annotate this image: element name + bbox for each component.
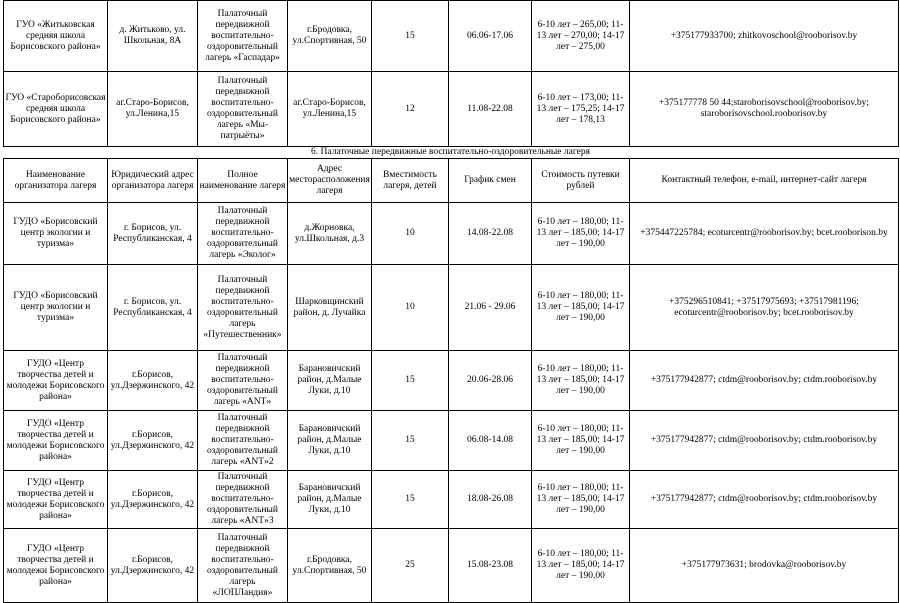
header-cost: Стоимость путевки рублей <box>532 159 630 203</box>
schedule-cell: 14.08-22.08 <box>449 203 532 265</box>
contacts-cell: +375177942877; ctdm@rooborisov.by; ctdm.rooborisov.by <box>630 351 899 411</box>
camp-name-cell: Палаточный передвижной воспитательно-оздоровительный лагерь «ЛОПЛандия» <box>198 529 288 603</box>
contacts-cell: +375177942877; ctdm@rooborisov.by; ctdm.rooborisov.by <box>630 471 899 529</box>
header-schedule: График смен <box>449 159 532 203</box>
location-cell: г.Бродовка, ул.Спортивная, 50 <box>288 1 372 72</box>
organizer-cell: ГУО «Житьковская средняя школа Борисовского района» <box>4 1 108 72</box>
cost-cell: 6-10 лет – 180,00; 11-13 лет – 185,00; 14-17 лет – 190,00 <box>532 471 630 529</box>
capacity-cell: 10 <box>372 265 449 351</box>
table-row <box>4 203 899 265</box>
contacts-cell: +375296510841; +37517975693; +37517981196; ecoturcentr@rooborisov.by; bcet.rooborisov.by <box>630 265 899 351</box>
camp-name-cell: Палаточный передвижной воспитательно-оздоровительный лагерь «ANT»2 <box>198 411 288 471</box>
cost-cell: 6-10 лет – 180,00; 11-13 лет – 185,00; 14-17 лет – 190,00 <box>532 265 630 351</box>
camp-name-cell: Палаточный передвижной воспитательно-оздоровительный лагерь «ANT»3 <box>198 471 288 529</box>
contacts-cell: +375447225784; ecoturcentr@rooborisov.by; bcet.rooborison.by <box>630 203 899 265</box>
capacity-cell: 10 <box>372 203 449 265</box>
camp-name-cell: Палаточный передвижной воспитательно-оздоровительный лагерь «Эколог» <box>198 203 288 265</box>
table-row <box>4 411 899 471</box>
schedule-cell: 06.08-14.08 <box>449 411 532 471</box>
cost-cell: 6-10 лет – 265,00; 11-13 лет – 270,00; 14-17 лет – 275,00 <box>532 1 630 72</box>
contacts-cell: +375177778 50 44;staroborisovschool@rooborisov.by; staroborisovschool.rooborisov.by <box>630 72 899 147</box>
header-contacts: Контактный телефон, e-mail, интернет-сайт лагеря <box>630 159 899 203</box>
organizer-cell: ГУДО «Центр творчества детей и молодежи Борисовского района» <box>4 411 108 471</box>
header-location: Адрес месторасположения лагеря <box>288 159 372 203</box>
organizer-cell: ГУДО «Центр творчества детей и молодежи Борисовского района» <box>4 529 108 603</box>
schedule-cell: 18.08-26.08 <box>449 471 532 529</box>
organizer-cell: ГУДО «Центр творчества детей и молодежи Борисовского района» <box>4 351 108 411</box>
table-row <box>4 529 899 603</box>
camp-name-cell: Палаточный передвижной воспитательно-оздоровительный лагерь «Гаспадар» <box>198 1 288 72</box>
cost-cell: 6-10 лет – 180,00; 11-13 лет – 185,00; 14-17 лет – 190,00 <box>532 203 630 265</box>
tent-camps-table <box>3 158 899 603</box>
legal-address-cell: г.Борисов, ул.Дзержинского, 42 <box>108 411 198 471</box>
capacity-cell: 15 <box>372 351 449 411</box>
capacity-cell: 25 <box>372 529 449 603</box>
cost-cell: 6-10 лет – 180,00; 11-13 лет – 185,00; 14-17 лет – 190,00 <box>532 529 630 603</box>
camp-name-cell: Палаточный передвижной воспитательно-оздоровительный лагерь «Мы-патрыёты» <box>198 72 288 147</box>
location-cell: г.Бродовка, ул.Спортивная, 50 <box>288 529 372 603</box>
contacts-cell: +375177973631; brodovka@rooborisov.by <box>630 529 899 603</box>
previous-section-table <box>3 0 899 147</box>
contacts-cell: +375177933700; zhitkovoschool@rooborisov.by <box>630 1 899 72</box>
capacity-cell: 15 <box>372 471 449 529</box>
capacity-cell: 15 <box>372 1 449 72</box>
schedule-cell: 11.08-22.08 <box>449 72 532 147</box>
schedule-cell: 20.06-28.06 <box>449 351 532 411</box>
organizer-cell: ГУДО «Центр творчества детей и молодежи Борисовского района» <box>4 471 108 529</box>
schedule-cell: 21.06 - 29.06 <box>449 265 532 351</box>
table-row <box>4 265 899 351</box>
capacity-cell: 12 <box>372 72 449 147</box>
location-cell: д.Жорновка, ул.Школьная, д.3 <box>288 203 372 265</box>
section-title: 6. Палаточные передвижные воспитательно-оздоровительные лагеря <box>311 147 590 157</box>
organizer-cell: ГУДО «Борисовский центр экологии и туризма» <box>4 265 108 351</box>
location-cell: Шарковщинский район, д. Лучайка <box>288 265 372 351</box>
document-page <box>3 0 898 603</box>
legal-address-cell: г. Борисов, ул. Республиканская, 4 <box>108 265 198 351</box>
table-row <box>4 1 899 72</box>
legal-address-cell: г.Борисов, ул.Дзержинского, 42 <box>108 529 198 603</box>
table-row <box>4 351 899 411</box>
cost-cell: 6-10 лет – 173,00; 11-13 лет – 175,25; 14-17 лет – 178,13 <box>532 72 630 147</box>
legal-address-cell: г. Борисов, ул. Республиканская, 4 <box>108 203 198 265</box>
header-capacity: Вместимость лагеря, детей <box>372 159 449 203</box>
cost-cell: 6-10 лет – 180,00; 11-13 лет – 185,00; 14-17 лет – 190,00 <box>532 411 630 471</box>
legal-address-cell: аг.Старо-Борисов, ул.Ленина,15 <box>108 72 198 147</box>
header-legal-address: Юридический адрес организатора лагеря <box>108 159 198 203</box>
legal-address-cell: д. Житьково, ул. Школьная, 8А <box>108 1 198 72</box>
legal-address-cell: г.Борисов, ул.Дзержинского, 42 <box>108 471 198 529</box>
organizer-cell: ГУДО «Борисовский центр экологии и туризма» <box>4 203 108 265</box>
header-camp-name: Полное наименование лагеря <box>198 159 288 203</box>
legal-address-cell: г.Борисов, ул.Дзержинского, 42 <box>108 351 198 411</box>
cost-cell: 6-10 лет – 180,00; 11-13 лет – 185,00; 14-17 лет – 190,00 <box>532 351 630 411</box>
table-header-row <box>4 159 899 203</box>
organizer-cell: ГУО «Староборисовская средняя школа Борисовского района» <box>4 72 108 147</box>
table-row <box>4 471 899 529</box>
location-cell: аг.Старо-Борисов, ул.Ленина,15 <box>288 72 372 147</box>
capacity-cell: 15 <box>372 411 449 471</box>
schedule-cell: 15.08-23.08 <box>449 529 532 603</box>
contacts-cell: +375177942877; ctdm@rooborisov.by; ctdm.rooborisov.by <box>630 411 899 471</box>
camp-name-cell: Палаточный передвижной воспитательно-оздоровительный лагерь «Путешественник» <box>198 265 288 351</box>
location-cell: Барановичский район, д.Малые Луки, д.10 <box>288 351 372 411</box>
camp-name-cell: Палаточный передвижной воспитательно-оздоровительный лагерь «ANT» <box>198 351 288 411</box>
header-organizer: Наименование организатора лагеря <box>4 159 108 203</box>
table-row <box>4 72 899 147</box>
schedule-cell: 06.06-17.06 <box>449 1 532 72</box>
location-cell: Барановичский район, д.Малые Луки, д.10 <box>288 471 372 529</box>
location-cell: Барановичский район, д.Малые Луки, д.10 <box>288 411 372 471</box>
